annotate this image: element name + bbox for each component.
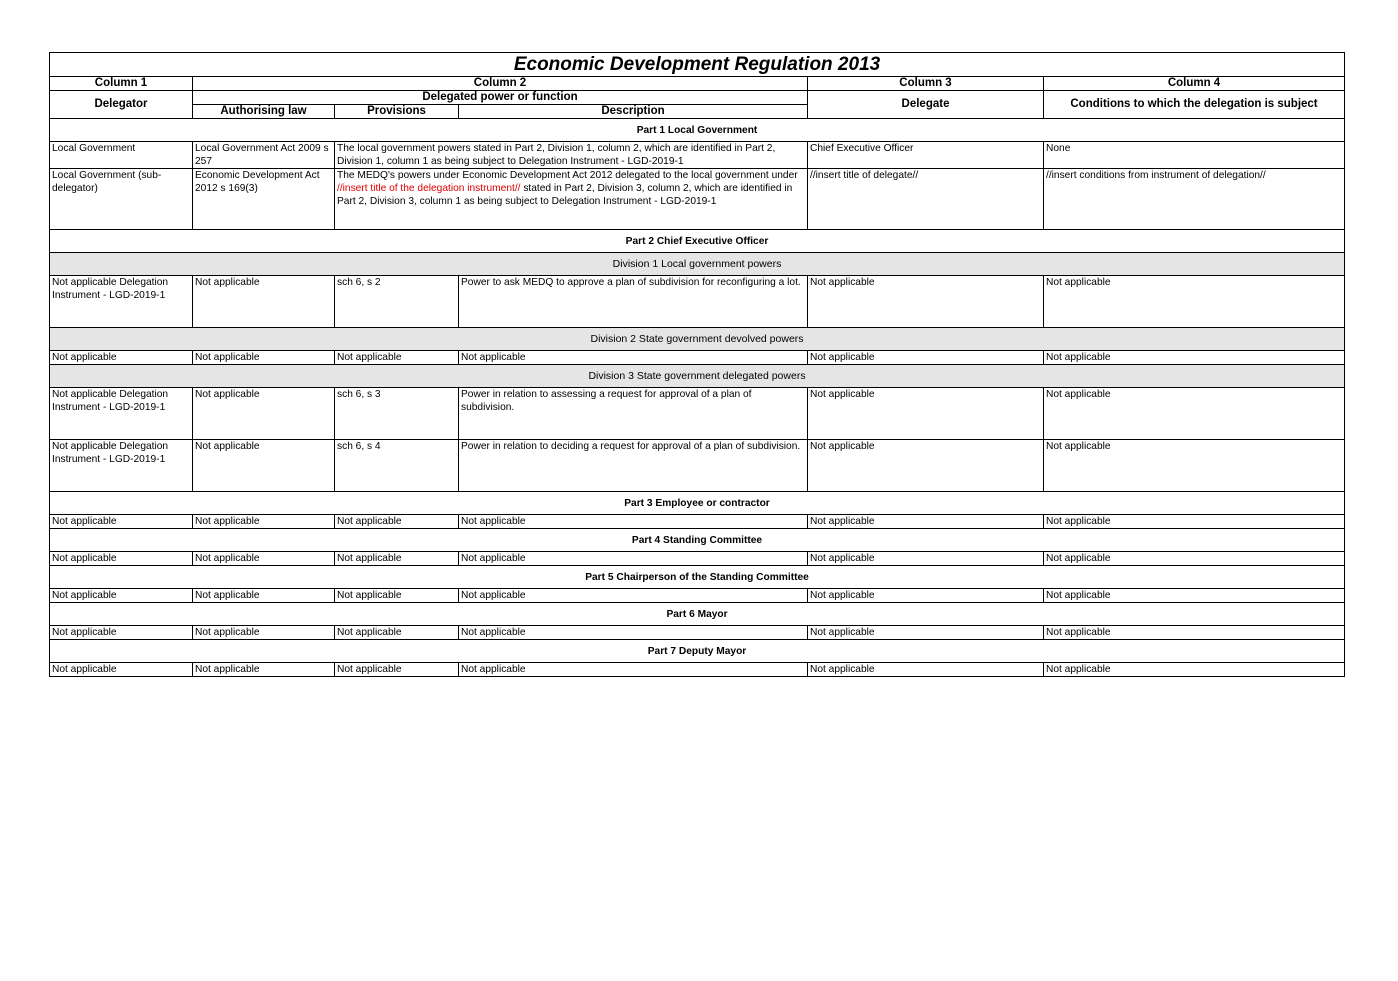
delegator-header: Delegator [50, 91, 193, 119]
description-text: stated in Part 2, Division 3, column 2, which are identified in Part 2, Division 3, column 1 as being subject to Delegation Instrument - LGD-2019-1 [337, 183, 793, 207]
table-cell: Power in relation to assessing a request for approval of a plan of subdivision. [459, 388, 808, 440]
table-cell: Not applicable [50, 515, 193, 529]
table-cell: Not applicable [193, 552, 335, 566]
table-cell: Not applicable [193, 589, 335, 603]
table-cell: Not applicable [459, 351, 808, 365]
table-cell: Not applicable [193, 351, 335, 365]
table-cell: Not applicable [808, 589, 1044, 603]
conditions-header: Conditions to which the delegation is subject [1044, 91, 1345, 119]
table-cell: Not applicable [459, 626, 808, 640]
table-cell: None [1044, 142, 1345, 169]
table-cell: Not applicable Delegation Instrument - LGD-2019-1 [50, 440, 193, 492]
delegated-power-header: Delegated power or function [193, 91, 808, 105]
placeholder-text: //insert title of the delegation instrument// [337, 183, 521, 194]
authorising-law-header: Authorising law [193, 105, 335, 119]
column-3-header: Column 3 [808, 77, 1044, 91]
table-cell: sch 6, s 2 [335, 276, 459, 328]
table-cell [335, 169, 808, 230]
table-cell: Not applicable [193, 626, 335, 640]
table-cell: Not applicable [335, 663, 459, 677]
table-cell: Not applicable [808, 351, 1044, 365]
table-cell: Economic Development Act 2012 s 169(3) [193, 169, 335, 230]
table-cell: Not applicable [335, 351, 459, 365]
table-cell: Power to ask MEDQ to approve a plan of subdivision for reconfiguring a lot. [459, 276, 808, 328]
delegation-table [49, 52, 1345, 677]
description-header: Description [459, 105, 808, 119]
table-cell: Not applicable [808, 515, 1044, 529]
description-text: The MEDQ's powers under Economic Development Act 2012 delegated to the local government under [337, 170, 798, 181]
table-cell: Not applicable [808, 552, 1044, 566]
page-title: Economic Development Regulation 2013 [50, 53, 1345, 77]
table-cell: Not applicable [193, 276, 335, 328]
table-cell: Not applicable [808, 276, 1044, 328]
table-cell: sch 6, s 4 [335, 440, 459, 492]
table-cell: Not applicable [808, 663, 1044, 677]
table-cell: Not applicable [1044, 515, 1345, 529]
table-cell: Not applicable [808, 626, 1044, 640]
table-cell: Not applicable [335, 626, 459, 640]
division-1-title: Division 1 Local government powers [50, 253, 1345, 276]
part-5-title: Part 5 Chairperson of the Standing Committee [50, 566, 1345, 589]
division-3-title: Division 3 State government delegated powers [50, 365, 1345, 388]
part-3-title: Part 3 Employee or contractor [50, 492, 1345, 515]
table-cell: //insert title of delegate// [808, 169, 1044, 230]
table-cell: Not applicable [335, 515, 459, 529]
part-2-title: Part 2 Chief Executive Officer [50, 230, 1345, 253]
column-2-header: Column 2 [193, 77, 808, 91]
table-cell: Not applicable [1044, 663, 1345, 677]
table-cell: Not applicable [193, 440, 335, 492]
table-cell: Not applicable [459, 515, 808, 529]
table-cell: Chief Executive Officer [808, 142, 1044, 169]
table-cell: Not applicable [459, 589, 808, 603]
table-cell: Not applicable [193, 663, 335, 677]
table-cell: Not applicable [808, 440, 1044, 492]
table-cell: Not applicable Delegation Instrument - LGD-2019-1 [50, 276, 193, 328]
table-cell: Not applicable [50, 351, 193, 365]
table-cell: Not applicable [1044, 440, 1345, 492]
table-cell: Local Government (sub-delegator) [50, 169, 193, 230]
delegate-header: Delegate [808, 91, 1044, 119]
provisions-header: Provisions [335, 105, 459, 119]
table-cell: Not applicable [335, 589, 459, 603]
part-4-title: Part 4 Standing Committee [50, 529, 1345, 552]
table-cell: Not applicable Delegation Instrument - LGD-2019-1 [50, 388, 193, 440]
column-1-header: Column 1 [50, 77, 193, 91]
part-1-title: Part 1 Local Government [50, 119, 1345, 142]
table-cell: Not applicable [1044, 388, 1345, 440]
table-cell: Not applicable [1044, 552, 1345, 566]
table-cell: Not applicable [335, 552, 459, 566]
table-cell: Not applicable [50, 552, 193, 566]
table-cell: //insert conditions from instrument of delegation// [1044, 169, 1345, 230]
table-cell: Not applicable [1044, 276, 1345, 328]
column-4-header: Column 4 [1044, 77, 1345, 91]
table-cell: sch 6, s 3 [335, 388, 459, 440]
table-cell: Not applicable [459, 663, 808, 677]
table-cell: Not applicable [50, 663, 193, 677]
division-2-title: Division 2 State government devolved powers [50, 328, 1345, 351]
table-cell: Not applicable [808, 388, 1044, 440]
table-cell: Not applicable [1044, 351, 1345, 365]
table-cell: Not applicable [459, 552, 808, 566]
part-7-title: Part 7 Deputy Mayor [50, 640, 1345, 663]
table-cell: Not applicable [193, 388, 335, 440]
table-cell: Not applicable [50, 589, 193, 603]
table-cell: Local Government [50, 142, 193, 169]
part-6-title: Part 6 Mayor [50, 603, 1345, 626]
table-cell: Not applicable [193, 515, 335, 529]
table-cell: Power in relation to deciding a request for approval of a plan of subdivision. [459, 440, 808, 492]
table-cell: Not applicable [1044, 589, 1345, 603]
table-cell: Not applicable [50, 626, 193, 640]
table-cell: Not applicable [1044, 626, 1345, 640]
table-cell: The local government powers stated in Part 2, Division 1, column 2, which are identified in Part 2, Division 1, column 1 as being subject to Delegation Instrument - LGD-2019-1 [335, 142, 808, 169]
table-cell: Local Government Act 2009 s 257 [193, 142, 335, 169]
